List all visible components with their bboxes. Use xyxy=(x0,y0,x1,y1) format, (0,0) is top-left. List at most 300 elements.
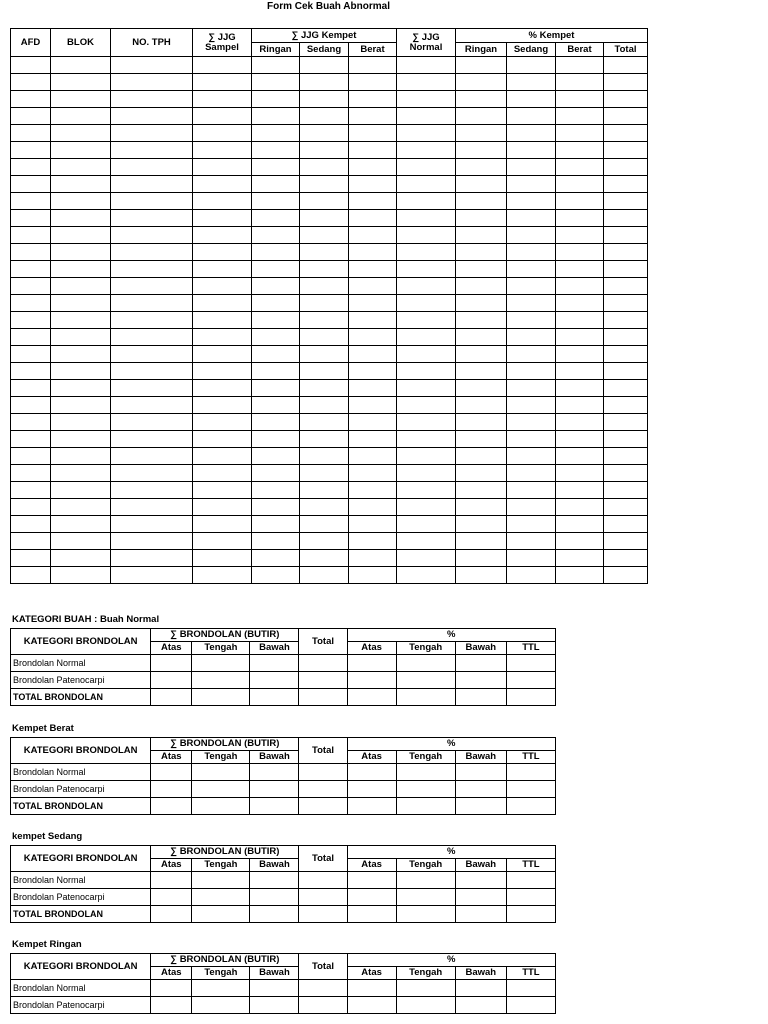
table-cell[interactable] xyxy=(299,655,347,672)
table-cell[interactable] xyxy=(507,91,556,108)
table-cell[interactable] xyxy=(556,91,604,108)
table-cell[interactable] xyxy=(506,889,555,906)
table-cell[interactable] xyxy=(51,550,111,567)
table-cell[interactable] xyxy=(192,997,250,1014)
table-cell[interactable] xyxy=(252,142,300,159)
table-cell[interactable] xyxy=(51,244,111,261)
table-cell[interactable] xyxy=(456,380,507,397)
table-cell[interactable] xyxy=(11,108,51,125)
table-cell[interactable] xyxy=(51,346,111,363)
table-cell[interactable] xyxy=(11,329,51,346)
table-cell[interactable] xyxy=(300,380,349,397)
table-cell[interactable] xyxy=(252,193,300,210)
table-cell[interactable] xyxy=(151,655,192,672)
table-cell[interactable] xyxy=(300,516,349,533)
table-cell[interactable] xyxy=(604,465,648,482)
table-cell[interactable] xyxy=(456,142,507,159)
table-cell[interactable] xyxy=(349,380,397,397)
table-cell[interactable] xyxy=(604,448,648,465)
table-cell[interactable] xyxy=(349,142,397,159)
table-cell[interactable] xyxy=(456,176,507,193)
table-cell[interactable] xyxy=(299,798,347,815)
table-cell[interactable] xyxy=(193,278,252,295)
table-cell[interactable] xyxy=(556,108,604,125)
table-cell[interactable] xyxy=(507,482,556,499)
table-cell[interactable] xyxy=(507,363,556,380)
table-cell[interactable] xyxy=(300,397,349,414)
table-cell[interactable] xyxy=(111,295,193,312)
table-cell[interactable] xyxy=(604,431,648,448)
table-cell[interactable] xyxy=(456,74,507,91)
table-cell[interactable] xyxy=(349,533,397,550)
table-cell[interactable] xyxy=(507,295,556,312)
table-cell[interactable] xyxy=(11,261,51,278)
table-cell[interactable] xyxy=(507,176,556,193)
table-cell[interactable] xyxy=(347,655,396,672)
table-cell[interactable] xyxy=(51,431,111,448)
table-cell[interactable] xyxy=(193,346,252,363)
table-cell[interactable] xyxy=(300,550,349,567)
table-cell[interactable] xyxy=(397,142,456,159)
table-cell[interactable] xyxy=(193,516,252,533)
table-cell[interactable] xyxy=(604,550,648,567)
table-cell[interactable] xyxy=(111,465,193,482)
table-cell[interactable] xyxy=(51,278,111,295)
table-cell[interactable] xyxy=(300,312,349,329)
table-cell[interactable] xyxy=(456,159,507,176)
table-cell[interactable] xyxy=(556,482,604,499)
table-cell[interactable] xyxy=(556,397,604,414)
table-cell[interactable] xyxy=(300,499,349,516)
table-cell[interactable] xyxy=(556,448,604,465)
table-cell[interactable] xyxy=(299,689,347,706)
table-cell[interactable] xyxy=(349,465,397,482)
table-cell[interactable] xyxy=(252,482,300,499)
table-cell[interactable] xyxy=(456,57,507,74)
table-cell[interactable] xyxy=(193,91,252,108)
table-cell[interactable] xyxy=(51,74,111,91)
table-cell[interactable] xyxy=(349,346,397,363)
table-cell[interactable] xyxy=(111,227,193,244)
table-cell[interactable] xyxy=(51,125,111,142)
table-cell[interactable] xyxy=(192,689,250,706)
table-cell[interactable] xyxy=(111,346,193,363)
table-cell[interactable] xyxy=(347,889,396,906)
table-cell[interactable] xyxy=(193,329,252,346)
table-cell[interactable] xyxy=(252,516,300,533)
table-cell[interactable] xyxy=(347,781,396,798)
table-cell[interactable] xyxy=(349,74,397,91)
table-cell[interactable] xyxy=(111,533,193,550)
table-cell[interactable] xyxy=(250,798,299,815)
table-cell[interactable] xyxy=(397,550,456,567)
table-cell[interactable] xyxy=(396,872,455,889)
table-cell[interactable] xyxy=(151,798,192,815)
table-cell[interactable] xyxy=(300,74,349,91)
table-cell[interactable] xyxy=(11,363,51,380)
table-cell[interactable] xyxy=(456,550,507,567)
table-cell[interactable] xyxy=(51,567,111,584)
table-cell[interactable] xyxy=(604,193,648,210)
table-cell[interactable] xyxy=(347,980,396,997)
table-cell[interactable] xyxy=(506,980,555,997)
table-cell[interactable] xyxy=(300,176,349,193)
table-cell[interactable] xyxy=(456,346,507,363)
table-cell[interactable] xyxy=(604,397,648,414)
table-cell[interactable] xyxy=(397,227,456,244)
table-cell[interactable] xyxy=(396,764,455,781)
table-cell[interactable] xyxy=(250,889,299,906)
table-cell[interactable] xyxy=(604,142,648,159)
table-cell[interactable] xyxy=(11,227,51,244)
table-cell[interactable] xyxy=(11,312,51,329)
table-cell[interactable] xyxy=(507,142,556,159)
table-cell[interactable] xyxy=(193,108,252,125)
table-cell[interactable] xyxy=(51,329,111,346)
table-cell[interactable] xyxy=(252,550,300,567)
table-cell[interactable] xyxy=(11,414,51,431)
table-cell[interactable] xyxy=(11,125,51,142)
table-cell[interactable] xyxy=(11,499,51,516)
table-cell[interactable] xyxy=(192,906,250,923)
table-cell[interactable] xyxy=(397,57,456,74)
table-cell[interactable] xyxy=(604,414,648,431)
table-cell[interactable] xyxy=(604,210,648,227)
table-cell[interactable] xyxy=(506,781,555,798)
table-cell[interactable] xyxy=(252,431,300,448)
table-cell[interactable] xyxy=(349,482,397,499)
table-cell[interactable] xyxy=(111,414,193,431)
table-cell[interactable] xyxy=(349,227,397,244)
table-cell[interactable] xyxy=(349,193,397,210)
table-cell[interactable] xyxy=(11,431,51,448)
table-cell[interactable] xyxy=(11,244,51,261)
table-cell[interactable] xyxy=(151,872,192,889)
table-cell[interactable] xyxy=(300,448,349,465)
table-cell[interactable] xyxy=(349,125,397,142)
table-cell[interactable] xyxy=(556,57,604,74)
table-cell[interactable] xyxy=(507,74,556,91)
table-cell[interactable] xyxy=(51,312,111,329)
table-cell[interactable] xyxy=(507,431,556,448)
table-cell[interactable] xyxy=(604,363,648,380)
table-cell[interactable] xyxy=(455,798,506,815)
table-cell[interactable] xyxy=(507,244,556,261)
table-cell[interactable] xyxy=(455,997,506,1014)
table-cell[interactable] xyxy=(193,74,252,91)
table-cell[interactable] xyxy=(349,176,397,193)
table-cell[interactable] xyxy=(556,414,604,431)
table-cell[interactable] xyxy=(347,798,396,815)
table-cell[interactable] xyxy=(456,533,507,550)
table-cell[interactable] xyxy=(397,261,456,278)
table-cell[interactable] xyxy=(507,278,556,295)
table-cell[interactable] xyxy=(456,193,507,210)
table-cell[interactable] xyxy=(252,567,300,584)
table-cell[interactable] xyxy=(151,889,192,906)
table-cell[interactable] xyxy=(397,193,456,210)
table-cell[interactable] xyxy=(349,278,397,295)
table-cell[interactable] xyxy=(507,533,556,550)
table-cell[interactable] xyxy=(456,295,507,312)
table-cell[interactable] xyxy=(252,295,300,312)
table-cell[interactable] xyxy=(300,244,349,261)
table-cell[interactable] xyxy=(456,125,507,142)
table-cell[interactable] xyxy=(556,278,604,295)
table-cell[interactable] xyxy=(506,997,555,1014)
table-cell[interactable] xyxy=(300,159,349,176)
table-cell[interactable] xyxy=(556,550,604,567)
table-cell[interactable] xyxy=(397,414,456,431)
table-cell[interactable] xyxy=(111,329,193,346)
table-cell[interactable] xyxy=(507,567,556,584)
table-cell[interactable] xyxy=(51,448,111,465)
table-cell[interactable] xyxy=(456,482,507,499)
table-cell[interactable] xyxy=(397,448,456,465)
table-cell[interactable] xyxy=(111,193,193,210)
table-cell[interactable] xyxy=(604,74,648,91)
table-cell[interactable] xyxy=(507,448,556,465)
table-cell[interactable] xyxy=(556,380,604,397)
table-cell[interactable] xyxy=(456,516,507,533)
table-cell[interactable] xyxy=(11,210,51,227)
table-cell[interactable] xyxy=(347,997,396,1014)
table-cell[interactable] xyxy=(397,533,456,550)
table-cell[interactable] xyxy=(604,295,648,312)
table-cell[interactable] xyxy=(300,91,349,108)
table-cell[interactable] xyxy=(604,108,648,125)
table-cell[interactable] xyxy=(252,176,300,193)
table-cell[interactable] xyxy=(11,295,51,312)
table-cell[interactable] xyxy=(604,125,648,142)
table-cell[interactable] xyxy=(252,329,300,346)
table-cell[interactable] xyxy=(252,397,300,414)
table-cell[interactable] xyxy=(111,482,193,499)
table-cell[interactable] xyxy=(252,346,300,363)
table-cell[interactable] xyxy=(299,997,347,1014)
table-cell[interactable] xyxy=(397,499,456,516)
table-cell[interactable] xyxy=(151,980,192,997)
table-cell[interactable] xyxy=(556,499,604,516)
table-cell[interactable] xyxy=(11,448,51,465)
table-cell[interactable] xyxy=(456,499,507,516)
table-cell[interactable] xyxy=(193,567,252,584)
table-cell[interactable] xyxy=(300,108,349,125)
table-cell[interactable] xyxy=(11,397,51,414)
table-cell[interactable] xyxy=(604,227,648,244)
table-cell[interactable] xyxy=(252,312,300,329)
table-cell[interactable] xyxy=(193,465,252,482)
table-cell[interactable] xyxy=(507,380,556,397)
table-cell[interactable] xyxy=(252,363,300,380)
table-cell[interactable] xyxy=(556,516,604,533)
table-cell[interactable] xyxy=(111,312,193,329)
table-cell[interactable] xyxy=(11,57,51,74)
table-cell[interactable] xyxy=(349,261,397,278)
table-cell[interactable] xyxy=(506,764,555,781)
table-cell[interactable] xyxy=(192,872,250,889)
table-cell[interactable] xyxy=(455,781,506,798)
table-cell[interactable] xyxy=(397,482,456,499)
table-cell[interactable] xyxy=(252,380,300,397)
table-cell[interactable] xyxy=(51,210,111,227)
table-cell[interactable] xyxy=(347,906,396,923)
table-cell[interactable] xyxy=(556,193,604,210)
table-cell[interactable] xyxy=(111,278,193,295)
table-cell[interactable] xyxy=(193,414,252,431)
table-cell[interactable] xyxy=(193,227,252,244)
table-cell[interactable] xyxy=(556,295,604,312)
table-cell[interactable] xyxy=(193,312,252,329)
table-cell[interactable] xyxy=(193,533,252,550)
table-cell[interactable] xyxy=(397,567,456,584)
table-cell[interactable] xyxy=(299,980,347,997)
table-cell[interactable] xyxy=(507,261,556,278)
table-cell[interactable] xyxy=(300,295,349,312)
table-cell[interactable] xyxy=(396,889,455,906)
table-cell[interactable] xyxy=(604,278,648,295)
table-cell[interactable] xyxy=(456,329,507,346)
table-cell[interactable] xyxy=(193,448,252,465)
table-cell[interactable] xyxy=(455,889,506,906)
table-cell[interactable] xyxy=(51,295,111,312)
table-cell[interactable] xyxy=(51,176,111,193)
table-cell[interactable] xyxy=(51,142,111,159)
table-cell[interactable] xyxy=(397,329,456,346)
table-cell[interactable] xyxy=(252,74,300,91)
table-cell[interactable] xyxy=(347,689,396,706)
table-cell[interactable] xyxy=(193,380,252,397)
table-cell[interactable] xyxy=(349,91,397,108)
table-cell[interactable] xyxy=(111,499,193,516)
table-cell[interactable] xyxy=(300,329,349,346)
table-cell[interactable] xyxy=(556,465,604,482)
table-cell[interactable] xyxy=(556,142,604,159)
table-cell[interactable] xyxy=(300,278,349,295)
table-cell[interactable] xyxy=(250,980,299,997)
table-cell[interactable] xyxy=(397,125,456,142)
table-cell[interactable] xyxy=(349,431,397,448)
table-cell[interactable] xyxy=(397,465,456,482)
table-cell[interactable] xyxy=(455,980,506,997)
table-cell[interactable] xyxy=(396,906,455,923)
table-cell[interactable] xyxy=(397,74,456,91)
table-cell[interactable] xyxy=(300,57,349,74)
table-cell[interactable] xyxy=(252,448,300,465)
table-cell[interactable] xyxy=(300,482,349,499)
table-cell[interactable] xyxy=(397,108,456,125)
table-cell[interactable] xyxy=(250,689,299,706)
table-cell[interactable] xyxy=(397,176,456,193)
table-cell[interactable] xyxy=(252,465,300,482)
table-cell[interactable] xyxy=(397,159,456,176)
table-cell[interactable] xyxy=(456,567,507,584)
table-cell[interactable] xyxy=(111,91,193,108)
table-cell[interactable] xyxy=(507,465,556,482)
table-cell[interactable] xyxy=(455,872,506,889)
table-cell[interactable] xyxy=(507,108,556,125)
table-cell[interactable] xyxy=(193,176,252,193)
table-cell[interactable] xyxy=(397,346,456,363)
table-cell[interactable] xyxy=(556,176,604,193)
table-cell[interactable] xyxy=(506,655,555,672)
table-cell[interactable] xyxy=(250,997,299,1014)
table-cell[interactable] xyxy=(604,346,648,363)
table-cell[interactable] xyxy=(349,329,397,346)
table-cell[interactable] xyxy=(250,672,299,689)
table-cell[interactable] xyxy=(396,655,455,672)
table-cell[interactable] xyxy=(252,159,300,176)
table-cell[interactable] xyxy=(556,159,604,176)
table-cell[interactable] xyxy=(51,533,111,550)
table-cell[interactable] xyxy=(111,567,193,584)
table-cell[interactable] xyxy=(349,57,397,74)
table-cell[interactable] xyxy=(111,550,193,567)
table-cell[interactable] xyxy=(51,261,111,278)
table-cell[interactable] xyxy=(556,567,604,584)
table-cell[interactable] xyxy=(347,764,396,781)
table-cell[interactable] xyxy=(300,346,349,363)
table-cell[interactable] xyxy=(604,533,648,550)
table-cell[interactable] xyxy=(397,210,456,227)
table-cell[interactable] xyxy=(349,550,397,567)
table-cell[interactable] xyxy=(456,278,507,295)
table-cell[interactable] xyxy=(556,74,604,91)
table-cell[interactable] xyxy=(455,906,506,923)
table-cell[interactable] xyxy=(111,57,193,74)
table-cell[interactable] xyxy=(604,159,648,176)
table-cell[interactable] xyxy=(111,516,193,533)
table-cell[interactable] xyxy=(397,244,456,261)
table-cell[interactable] xyxy=(252,125,300,142)
table-cell[interactable] xyxy=(252,533,300,550)
table-cell[interactable] xyxy=(11,176,51,193)
table-cell[interactable] xyxy=(300,227,349,244)
table-cell[interactable] xyxy=(455,655,506,672)
table-cell[interactable] xyxy=(252,91,300,108)
table-cell[interactable] xyxy=(193,159,252,176)
table-cell[interactable] xyxy=(556,329,604,346)
table-cell[interactable] xyxy=(192,781,250,798)
table-cell[interactable] xyxy=(604,499,648,516)
table-cell[interactable] xyxy=(11,516,51,533)
table-cell[interactable] xyxy=(11,278,51,295)
table-cell[interactable] xyxy=(507,57,556,74)
table-cell[interactable] xyxy=(349,363,397,380)
table-cell[interactable] xyxy=(111,176,193,193)
table-cell[interactable] xyxy=(11,346,51,363)
table-cell[interactable] xyxy=(151,781,192,798)
table-cell[interactable] xyxy=(506,689,555,706)
table-cell[interactable] xyxy=(456,431,507,448)
table-cell[interactable] xyxy=(397,312,456,329)
table-cell[interactable] xyxy=(300,193,349,210)
table-cell[interactable] xyxy=(252,278,300,295)
table-cell[interactable] xyxy=(11,74,51,91)
table-cell[interactable] xyxy=(51,91,111,108)
table-cell[interactable] xyxy=(507,312,556,329)
table-cell[interactable] xyxy=(51,380,111,397)
table-cell[interactable] xyxy=(349,448,397,465)
table-cell[interactable] xyxy=(349,567,397,584)
table-cell[interactable] xyxy=(556,227,604,244)
table-cell[interactable] xyxy=(11,465,51,482)
table-cell[interactable] xyxy=(456,397,507,414)
table-cell[interactable] xyxy=(111,363,193,380)
table-cell[interactable] xyxy=(51,516,111,533)
table-cell[interactable] xyxy=(507,193,556,210)
table-cell[interactable] xyxy=(192,764,250,781)
